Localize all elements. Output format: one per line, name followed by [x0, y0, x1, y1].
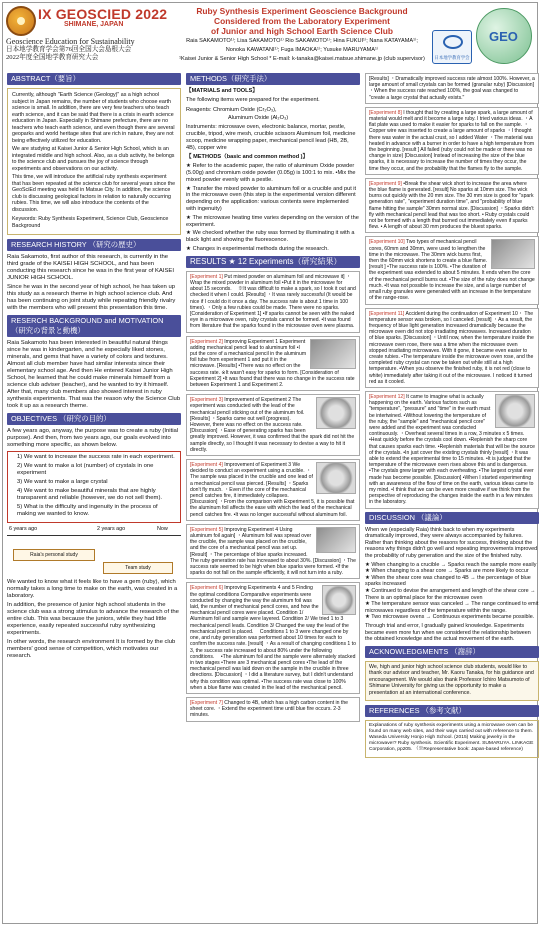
objectives-list [7, 451, 181, 523]
method-step: ★ We checked whether the ruby was formed by illuminating it with a black light and showing the fluorescence. [186, 230, 355, 244]
conference-subtitle: SHIMANE, JAPAN [64, 21, 124, 28]
experiment-10-heading: [Experiment 10] [369, 239, 405, 246]
discussion-body [365, 527, 539, 643]
experiment-1 [186, 271, 360, 333]
experiment-4-text: Improvement of Experiment 3 We decided to conduct an experiment using a crucible. ・The sample was placed in the crucible and one lead of a mechanical pencil was pierced. [Results] ・Sparks don't fly much. ・Even if the core of the mechanical pencil catches fire, it immediately collapses. [Discussion] ・From the comparison with Experiment 5, it is possible that the aluminum foil affects the ease with which the lead of the mechanical pencil catches fire. •It was no longer successful without aluminum foil. [190, 462, 355, 518]
discussion-p2: Through trial and error, I gradually gained knowledge. Experiments became even more fun when we considered the relationship between the obtained knowledge and the actual movement of the earth. [365, 622, 531, 643]
experiment-11-text: Accident during the continuation of Experiment 10・ The temperature sensor was broken, so I canceled. [result] ・As a result, the frequency of blue light generation increased dramatically because the microwave oven did not stop irradiating microwaves. Increased duration of blue sparks. [Discussion] ・Until now, when the temperature inside the microwave oven rose, there was a time when the microwave oven stopped irradiating microwaves. With it gone, it became even easier to create rubies. •The temperature inside the microwave oven rose, and the completed ruby crystal can now be taken out while still at a high temperature. •When you observe the finished ruby, it is not red (close to white) immediately after taking it out of the microwave. I noticed it turned red as it cooled. [369, 310, 534, 385]
discussion-bullet: ★ When changing to a shear core → Sparks are more likely to occur [365, 568, 529, 575]
poster-title-line1: Ruby Synthesis Experiment Geoscience Background [196, 6, 408, 16]
objective-item: 1) We want to increase the success rate in each experiment. [17, 454, 175, 460]
tagline-jp2: 2022年度全国地学教育研究大会 [6, 54, 99, 61]
ack-body [365, 661, 539, 702]
experiment-7-heading: [Experiment 7] [190, 699, 223, 706]
experiment-1-text: Put mixed powder on aluminum foil and microwave it] ・Wrap the mixed powder in aluminum foil •Put it in the microwave for about 15 seconds. ※It was difficult to make a spark, so I took it out and checked it when I could. [Results] ・It was rarely successful (It would be nice if I could do it once a day. The success rate is about 1 time in 100 times). ・Only a few rubies could be made. There were no sparks. [Consideration of Experiment 1] •If sparks cannot be seen with the naked eye in a microwave oven, ruby crystals cannot be formed. •It was found from literature that the sparks found in the microwave oven were plasma. [190, 273, 356, 330]
method-step: ★ Transfer the mixed powder to aluminum foil or a crucible and put it in the microwave oven (this step is the experimental version different depending on the application: various contents were implemented with ingenuity) [186, 185, 357, 212]
references-heading: REFERENCES （参考文献） [365, 705, 539, 717]
timeline-box-team: Team study [103, 562, 173, 574]
abstract-keywords: Keywords: Ruby Synthesis Experiment, Science Club, Geoscience Background [12, 216, 169, 229]
objectives-body [7, 428, 181, 660]
experiment-6-heading: [Experiment 6] [190, 585, 223, 592]
experiment-3-heading: [Experiment 3] [190, 397, 223, 404]
background-body [7, 340, 181, 410]
experiment-8-heading: [Experiment 8] [369, 109, 402, 116]
discussion-p1: When we (especially Raia) think back to when my experiments dramatically improved, they were always accompanied by failures. Rather than thinking about the reasons for success, thinking about the reasons why things didn't go well and repeating improvements improved the probability of ruby generation and the size of the finished ruby. [365, 526, 538, 559]
method-title: 【 METHODS（basic and common method )】 [186, 154, 309, 161]
objective-item: 5) What is the difficulty and ingenuity in the process of making we wanted to know. [17, 504, 158, 517]
ack-heading: ACKNOWLEDGMENTS （謝辞） [365, 646, 539, 658]
timeline-label-mid: 2 years ago [97, 526, 126, 532]
column-right [365, 73, 539, 762]
instruments: Instruments: microwave oven, electronic balance, mortar, pestle, crucible, tripod, wire mesh, crucible scissors Aluminum foil, medicine scoop, medicine wrapping paper, mechanical pencil lead (HB, 2B, 4B), copper wire [186, 124, 356, 151]
experiment-1-heading: [Experiment 1] [190, 273, 223, 280]
experiment-9-text: •Break the shear wick short to increase the area where the blue flame is generated. [result] No sparks at 10mm size. The wick burns out quickly with the 20 mm size. The 30 mm size is good for "spark generation rate", "experiment duration time", and "probability of blue flame hitting the sample" 30mm normal size. [Discussion] ・Sparks didn't fly with mechanical pencil lead that was too short. • Ruby crystals could not be formed with a length that burned out immediately even if sparks flew. • A length of about 30 mm produces the bluest sparks. [369, 180, 534, 231]
abstract-p3: This time, we will introduce the artificial ruby synthesis experiment that has been repeated at the science club for several years since the GeoSciEd meeting was held in Matsue City. In addition, the science club is discussing geological factors in relation to naturally occurring rubies. This time, we will also introduce the contents of the discussion. [12, 174, 176, 213]
abstract-heading: ABSTRACT（要旨） [7, 73, 181, 85]
poster-header [6, 6, 536, 68]
authors-line1: Raia SAKAMOTO¹⁾; Lisa SAKAMOTO¹⁾ Rio SAKAMOTO¹⁾; Hina FUKUI¹⁾; Nana KATAYAMA¹⁾; [186, 38, 418, 44]
experiment-11 [365, 308, 539, 388]
experiment-2-text: Improving Experiment 1 Experiment adding mechanical pencil lead to aluminum foil •I put the core of a mechanical pencil in the aluminum foil tube from experiment 1 and put it in the microwave. [Results] •There was no effect on the success rate. ※It wasn't easy for sparks to form. [Consideration of Experiment 2] •It was found that there was no change in the success rate between Experiment 1 and Experiment 2. [190, 338, 355, 388]
materials-title: 【MATRIALS and TOOLS】 [186, 88, 258, 94]
references-body [365, 720, 539, 758]
references-text: Explanations of ruby synthesis experiments using a microwave oven can be found on many web sites, and their ways carried out with reference to them. Waseda University Honjo High School. (2015) Making jewelry in the microwave!? Ruby synthesis. Scientific Experiment. SUMARUYA. LINKAGE Corporation, pp205. （※Representative book: Japan-based reference) [369, 723, 534, 753]
method-step: ★ Refer to the academic paper, the ratio of aluminum Oxide powder (5.00g) and chromium oxide powder (0.05g) is 100:1 to mix. •Mix the mixed powder evenly with a pestle. [186, 163, 356, 183]
experiment-2 [186, 336, 360, 392]
experiment-10 [365, 236, 539, 304]
conference-logo-icon [6, 6, 36, 36]
background-heading: RESERCH BACKGROUND and MOTIVATION （研究の背景と動機） [7, 315, 181, 337]
objectives-p4: In other words, the research environment It is formed by the club members' good sense of competition, which motivates our research. [7, 639, 176, 659]
history-body [7, 254, 181, 312]
experiment-4-photo [316, 462, 356, 494]
experiment-3-text: Improvement of Experiment 2 The experiment was conducted with the lead of the mechanical pencil sticking out of the aluminum foil. [Results] ・Sparks came out well (progress). However, there was no effect on the success rate. [Discussion] ・Ease of generating sparks has been greatly improved. However, it was confirmed that the spark did not hit the sample directly, so I thought it was necessary to devise a way to hit it directly. [190, 397, 355, 453]
history-p1: Raia Sakamoto, first author of this research, is currently in the third grade of the KAISEI HIGH SCHOOL, and has been conducting this research since he was in the first year of KAISEI JUNIOR HIGH SCHOOL. [7, 254, 174, 281]
history-heading: RESEARCH HISTORY （研究の歴史） [7, 239, 181, 251]
sponsor-logos [432, 6, 534, 66]
experiment-8 [365, 107, 539, 175]
experiment-7 [186, 697, 360, 722]
method-step: ★ The microwave heating time varies depending on the version of the experiment. [186, 214, 359, 228]
methods-body [186, 88, 360, 253]
objectives-p3: In addition, the presence of junior high school students in the science club was a strong stimulus to advance the research of the entire club. This was because the juniors, while they had little experience, easily repeated successful ruby synthesizing experiments. [7, 602, 179, 636]
discussion-bullet: ★ Continued to devise the arrangement and length of the shear core → There is an optimal place for the microwave oven [365, 587, 536, 601]
discussion-bullet: ★ The temperature sensor was canceled → The range continued to emit microwaves regardless of the temperature within the range. [365, 601, 539, 614]
discussion-bullet: ★ When changing to a crucible → Sparks reach the sample more easily [365, 561, 537, 568]
experiment-2-heading: [Experiment 2] [190, 338, 223, 345]
reagents-2: Aluminum Oxide (Al₂O₃) [228, 115, 289, 122]
results-heading: RESULTS ★ 12 Experiments（研究結果） [186, 256, 360, 268]
objectives-p2: We wanted to know what it feels like to have a gem (ruby), which normally takes a long time to make on the earth, was created in a laboratory. [7, 579, 178, 599]
discussion-bullet: ★ When the shear core was changed to 4B → the percentage of blue sparks increased [365, 574, 531, 588]
abstract-p1: Currently, although "Earth Science (Geology)" as a high school subject in Japan remains, the number of students who choose earth science is small. In addition, there are very few teachers who teach earth science, and it can be said that there is a crisis in earth science education in Japan. Especially in Shimane prefecture, there are no teachers who teach earth science, and even though there are several geoparks and world heritage sites that are rich in nature, they are not being effectively utilized for education. [12, 92, 175, 144]
authors-line2: Nonoka KAWATANI¹⁾; Fuga IMAOKA¹⁾; Yusuke MARUYAMA¹⁾ [225, 47, 379, 53]
ack-text: We, high and junior high school science club students, would like to thank our advisor and teacher, Mr. Kaoru Tanaka, for his guidance and encouragement. We would also thank Professor Ichiro Matsumoto of Shimane University for giving us the opportunity to make a presentation at an international conference. [369, 663, 534, 696]
experiment-5 [186, 524, 360, 580]
abstract-box [7, 88, 181, 235]
experiment-12-text: It came to imagine what is actually happening on the earth. Various factors such as "temperature", "pressure" and "time" in the earth must be intertwined. •Without lowering the temperature of the ruby, the "sample" and "mechanical pencil core" were added and the experiment was conducted continuously. ・Overheat several times in a row, 3 minutes x 5 times. •Heat quickly before the crystals cool down. •Replenish the sharp core that causes sparks each time. •Replenish materials that will be the source of the crystals. •In just cover the existing crystals thinly [result] ・It was able to extend the experimental time to 15 minutes. •It is judged that the temperature of the microwave oven rises above this and is dangerous. •The crystals grew larger with each overheating. •The largest crystal ever made has become possible. [Discussion] •When I started experimenting with an awareness of the flow of time on the earth, various ideas came to my mind. •I think that we can be even more creative if we think from the perspective of reproducing the changes inside the earth in a few minutes in the laboratory. [369, 393, 535, 506]
abstract-p2: We are studying at Kaisei Junior & Senior High School, which is an integrated middle and high school. Also, as a club activity, he belongs to the science club and pursues the joy of science through experiments and observations on our activity. [12, 146, 175, 172]
experiment-9 [365, 178, 539, 234]
experiment-8-text: I thought that by creating a large spark, a large amount of material would melt and it become a large ruby. I tried various ideas. ・A flat plate was used to make it easier for sparks to fall on the sample. ・Copper wire was inserted to create a large amount of sparks ・I thought there was water in the actual crust, so I added Water ・The material was heated in advance with a burner in order to have a high temperature from the beginning. [result ] All failed (ruby could not be made or there was no change in size) [Discussion] Instead of increasing the size of the blue sparks, it is necessary to increase the number of times they occur, the time they occur, and the probability that the flames fly to the sample. [369, 109, 535, 172]
experiment-7-results-text: [Results] ・Dramatically improved success rate almost 100%. However, a large amount of small crystals can be formed (granular ruby) [Discussion] ・When the success rate reached 100%, the goal was changed to "create a large crystal that actually exists." [369, 76, 535, 101]
affiliation: ¹Kaisei Junior & Senior High School * E-mail: k-tanaka@kaisei.matsue.shimane.jp (club supervisor) [179, 56, 425, 62]
experiment-10-text: Two types of mechanical pencil cores, 60mm and 30mm, were used to lengthen the time in the microwave. The 30mm wick burns first, then the 60mm wick shortens to create a blue flame. [result ] •The success rate is 100%. •The duration of the experiment was extended to about 5 minutes. It ends when the core of the mechanical pencil burns out. •The size of the ruby does not change much. •It was not possible to increase the size, and a large number of small ruby granules were generated with an increase in the temperature of the range-rose. [369, 239, 535, 302]
timeline-axis [7, 535, 181, 536]
objectives-intro: A few years ago, anyway, the purpose was to create a ruby (Initial purpose). And then, from two years ago, our goals evolved into something more specific, as shown below. [7, 428, 179, 448]
experiment-2-photo [310, 339, 356, 369]
tagline-en: Geoscience Education for Sustainability [6, 37, 135, 46]
geo-logo-text: GEO [489, 29, 518, 44]
poster-title-line2: Considered from the Laboratory Experiment [214, 16, 390, 26]
objective-item: 4) We want to make beautiful minerals that are highly transparent and reliable (however, we do not sell them). [17, 488, 163, 501]
reagents: Reagents: Chromium Oxide (Cr₂O₃), [186, 106, 277, 113]
experiment-6-text: Improving Experiments 4 and 5 Finding the optimal conditions Comparative experiments were conducted by changing the way the aluminum foil was laid, the number of mechanical pencil cores, and how the mechanical pencil cores were placed. Condition 1/ Aluminum foil and sample were layered. Condition 2/ We tried 1 to 3 mechanical pencil leads. Condition 3/ Changed the way the lead of the mechanical pencil is placed. Conditions 1 to 3 were changed one by one, and ruby generation was performed about 10 times for each to confirm the success rate. [result] ・As a result of changing conditions 1 to 3, the success rate increased to about 80% under the following conditions. •The aluminum foil and the sample were alternately stacked in two stages •There are 3 mechanical pencil cores •The lead of the mechanical pencil was laid down on the sample in the crucible in three directions. [Discussion] ・I did a literature survey, but I didn't understand why this condition was optimal. •The success rate was close to 100% when a blue flame was created in the lead of the mechanical pencil. [190, 585, 356, 691]
discussion-bullet: ★ Two microwave ovens → Continuous experiments became possible. [365, 614, 535, 621]
experiment-10-photo [491, 239, 535, 269]
objective-item: 3) We want to make a large crystal [17, 479, 108, 485]
experiment-7-results [365, 73, 539, 104]
experiment-5-text: Improving Experiment 4 Using aluminum foil again] ・Aluminum foil was spread over the crucible, the sample was placed on the crucible, and the core of a mechanical pencil was set up. [Result] ・The percentage of blue sparks increased. The ruby generation rate has increased to about 30%. [Discussion] ・The success rate seemed to be high when blue sparks were formed. •If the sparks do not fall on the sample efficiently, it will not turn into a ruby. [190, 526, 356, 577]
column-left [7, 73, 181, 662]
experiment-3 [186, 394, 360, 456]
experiment-4-heading: [Experiment 4] [190, 462, 223, 469]
society-logo-icon [432, 30, 472, 64]
discussion-heading: DISCUSSION （議論） [365, 512, 539, 524]
geo-logo-icon [476, 8, 532, 64]
timeline-box-personal: Raia's personal study [13, 549, 95, 561]
experiment-4 [186, 459, 360, 521]
experiment-12-heading: [Experiment 12] [369, 393, 405, 400]
objectives-heading: OBJECTIVES （研究の目的） [7, 413, 181, 425]
experiment-7-text: Changed to 4B, which has a high carbon content in the sheet core. ・Extend the experiment time until blue fire occurs. 2-3 minutes. [190, 699, 349, 719]
experiment-5-photo [316, 527, 356, 553]
column-middle [186, 73, 360, 725]
poster [2, 2, 538, 924]
tagline-jp1: 日本地学教育学会第76回全国大会島根大会 [6, 46, 132, 53]
materials-intro: The following items were prepared for the experiment. [186, 96, 320, 103]
experiment-6 [186, 582, 360, 693]
poster-title-line3: of Junior and high School Earth Science Club [211, 26, 393, 36]
experiment-12 [365, 391, 539, 509]
timeline-diagram [7, 526, 181, 576]
experiment-3-photo [316, 397, 356, 429]
methods-heading: METHODS（研究手法） [186, 73, 360, 85]
society-logo-text: 日本地学教育学会 [434, 55, 470, 60]
timeline-label-end: Now [157, 526, 168, 532]
conference-title: IX GEOSCIED 2022 [38, 6, 168, 22]
method-step: ★ Changes in experimental methods during the research. [186, 245, 329, 252]
background-p1: Raia Sakamoto has been interested in beautiful natural things since he was in kindergarten, and he especially liked stones, minerals, and gems that have a variety of colors and textures. Almost all club member have had similar interests since their elementary school age. And then He entered Kaisei Junior High School, he learned that he could make minerals himself from a science club adviser (teacher), and he wanted to try it himself. After that, many club members also showed interest in ruby synthesis experiments. That was the reason why the Science Club took it up as a research theme. [7, 340, 181, 409]
experiment-11-heading: [Experiment 11] [369, 310, 405, 317]
experiment-6-photo [322, 585, 356, 615]
experiment-9-heading: [Experiment 9] [369, 180, 402, 187]
experiment-12-photo [495, 394, 535, 428]
objective-item: 2) We want to make a lot (number) of crystals in one experiment [17, 463, 154, 476]
experiment-5-heading: [Experiment 5] [190, 526, 223, 533]
conference-tagline [6, 38, 166, 62]
history-p2: Since he was in the second year of high school, he has taken up this study as a research theme in high school science club. And has been continuing on joint study while repeating friendly rivalry with the members who will present this presentation this time. [7, 284, 176, 311]
title-block [174, 6, 430, 63]
timeline-label-start: 6 years ago [9, 526, 38, 532]
